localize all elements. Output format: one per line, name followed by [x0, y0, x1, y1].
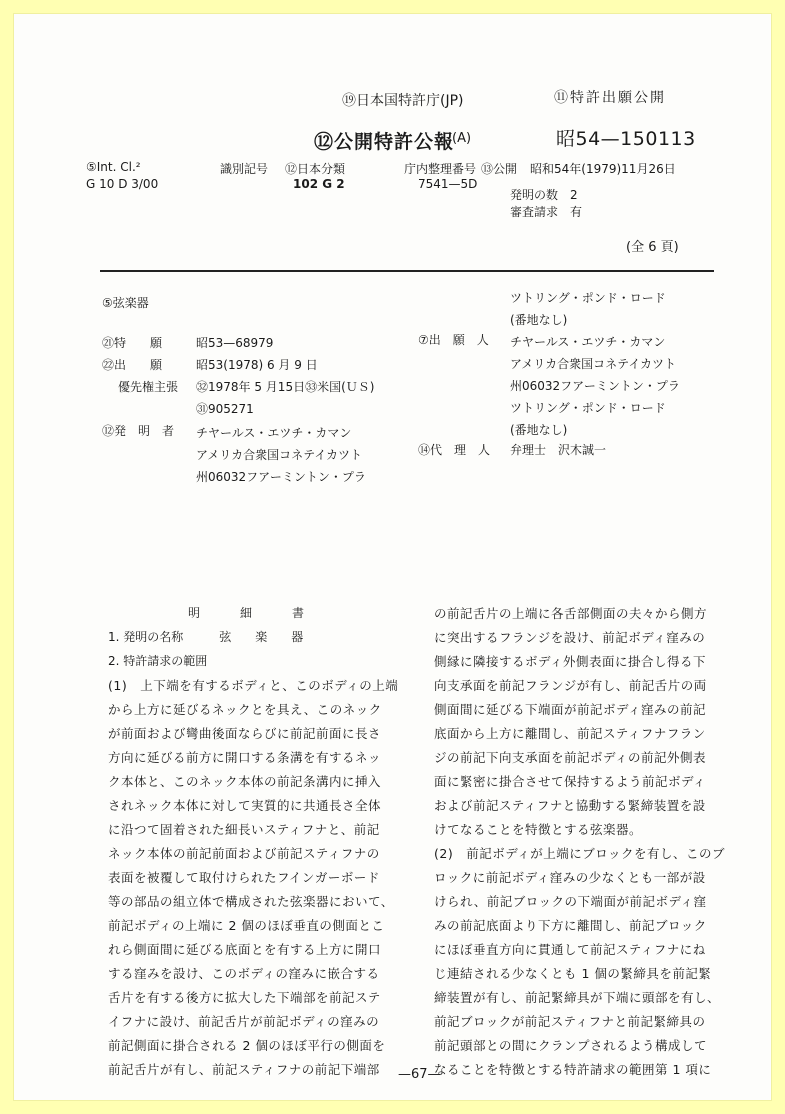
applicant-line: チヤールス・エツチ・カマン — [510, 335, 666, 349]
header-rule — [100, 270, 714, 272]
gazette-type: (A) — [452, 131, 472, 146]
applicant-line: 州06032フアーミントン・プラ — [510, 379, 680, 393]
jp-class-label: ⑫日本分類 — [285, 162, 346, 176]
claim-line: に沿つて固着された細長いスティフナと、前記 — [108, 822, 380, 837]
spec-item-title: 1. 発明の名称 弦 楽 器 — [108, 630, 304, 644]
app-number-label: ㉑特 願 — [102, 336, 163, 350]
filing-label: ㉒出 願 — [102, 358, 163, 372]
claim-line: けられ、前記ブロックの下端面が前記ボディ窪 — [434, 894, 707, 909]
total-pages: (全 6 頁) — [626, 240, 679, 255]
office-ref-label: 庁内整理番号 — [404, 162, 477, 176]
applicant-line: (番地なし) — [510, 423, 568, 437]
agent-label: ⑭代 理 人 — [418, 443, 491, 457]
applicant-block — [510, 331, 680, 441]
claim-line: 表面を被覆して取付けられたフインガーボード — [108, 870, 380, 885]
claim-line: れら側面間に延びる底面とを有する上方に開口 — [108, 942, 382, 957]
spec-item-claims: 2. 特許請求の範囲 — [108, 654, 208, 668]
claim-line: ロックに前記ボディ窪みの少なくとも一部が設 — [434, 870, 706, 885]
pub-date-value: 昭和54年(1979)11月26日 — [530, 162, 676, 176]
priority-value: ㉜1978年 5 月15日㉝米国(ＵＳ) — [196, 380, 375, 394]
claim-line: 面に緊密に掛合させて保持するよう前記ボディ — [434, 774, 707, 789]
spec-heading: 明 細 書 — [188, 606, 306, 620]
claim-line: 向支承面を前記フランジが有し、前記舌片の両 — [434, 678, 707, 693]
claim-line: が前面および彎曲後面ならびに前記前面に長さ — [108, 726, 382, 741]
claim-line: の前記舌片の上端に各舌部側面の夫々から側方 — [434, 606, 708, 621]
intcl-value: G 10 D 3/00 — [86, 177, 159, 191]
gazette-title: ⑫公開特許公報 — [314, 131, 455, 153]
invention-title: ⑤弦楽器 — [102, 296, 149, 310]
claim-line: から上方に延びるネックとを具え、このネック — [108, 702, 382, 717]
claim-line: 前記舌片が有し、前記スティフナの前記下端部 — [108, 1062, 380, 1077]
page-number: —67— — [398, 1067, 441, 1082]
jp-class-value: 102 G 2 — [293, 177, 345, 191]
claims-column-right — [434, 602, 725, 1082]
agent-value: 弁理士 沢木誠一 — [510, 443, 607, 457]
claim-line: ネック本体の前記前面および前記スティフナの — [108, 846, 380, 861]
applicant-line: ツトリング・ポンド・ロード — [510, 401, 666, 415]
num-inventions: 発明の数 2 — [510, 188, 578, 202]
claim-line: 前記ブロックが前記スティフナと前記緊締具の — [434, 1014, 706, 1029]
priority-number: ㉛905271 — [196, 402, 254, 416]
patent-page — [14, 14, 771, 1100]
claim-line: 側面間に延びる下端面が前記ボディ窪みの前記 — [434, 702, 707, 717]
claim-line: 締装置が有し、前記緊締具が下端に頭部を有し、 — [434, 990, 721, 1005]
claim-line: する窪みを設け、このボディの窪みに嵌合する — [108, 966, 380, 981]
claim-line: 側縁に隣接するボディ外側表面に掛合し得る下 — [434, 654, 707, 669]
office-ref-value: 7541—5D — [418, 177, 478, 191]
claim-line: 舌片を有する後方に拡大した下端部を前記ステ — [108, 990, 381, 1005]
priority-label: 優先権主張 — [118, 380, 179, 394]
claim-line: 前記ボディの上端に 2 個のほぼ垂直の側面とこ — [108, 918, 385, 933]
patent-office-label: ⑲日本国特許庁(JP) — [342, 93, 464, 109]
claim-line: されネック本体に対して実質的に共通長さ全体 — [108, 798, 382, 813]
claim-line: および前記スティフナと協動する緊締装置を設 — [434, 798, 706, 813]
claim-line: ク本体と、このネック本体の前記条溝内に挿入 — [108, 774, 382, 789]
inventor-line: 州06032フアーミントン・プラ — [196, 470, 366, 484]
claim-line: 前記側面に掛合される 2 個のほぼ平行の側面を — [108, 1038, 386, 1053]
filing-value: 昭53(1978) 6 月 9 日 — [196, 358, 318, 372]
claim-line: 等の部品の組立体で構成された弦楽器において、 — [108, 894, 394, 909]
publication-kind-label: ⑪特許出願公開 — [554, 90, 666, 106]
address-line: (番地なし) — [510, 313, 568, 327]
claim-line: にほぼ垂直方向に貫通して前記スティフナにね — [434, 942, 706, 957]
exam-request: 審査請求 有 — [510, 205, 583, 219]
id-code-label: 識別記号 — [220, 162, 269, 176]
address-line: ツトリング・ポンド・ロード — [510, 291, 666, 305]
applicant-line: アメリカ合衆国コネテイカツト — [510, 357, 676, 371]
address-continuation — [510, 287, 666, 331]
claim-line: 方向に延びる前方に開口する条溝を有するネッ — [108, 750, 382, 765]
publication-number: 昭54—150113 — [556, 128, 696, 150]
inventor-label: ⑫発 明 者 — [102, 424, 175, 438]
inventor-block — [196, 422, 366, 488]
claim-line: イフナに設け、前記舌片が前記ボディの窪みの — [108, 1014, 380, 1029]
claim-line: けてなることを特徴とする弦楽器。 — [434, 822, 643, 837]
app-number-value: 昭53—68979 — [196, 336, 274, 350]
inventor-line: アメリカ合衆国コネテイカツト — [196, 448, 362, 462]
applicant-label: ⑦出 願 人 — [418, 333, 489, 347]
claim-line: みの前記底面より下方に離間し、前記ブロック — [434, 918, 707, 933]
intcl-label: ⑤Int. Cl.² — [86, 160, 141, 174]
claim-line: (1) 上下端を有するボディと、このボディの上端 — [108, 678, 399, 693]
claim-line: じ連結される少なくとも 1 個の緊締具を前記緊 — [434, 966, 712, 981]
claims-column-left — [108, 674, 398, 1082]
claim-line: に突出するフランジを設け、前記ボディ窪みの — [434, 630, 706, 645]
claim-line: ジの前記下向支承面を前記ボディの前記外側表 — [434, 750, 707, 765]
inventor-line: チヤールス・エツチ・カマン — [196, 426, 352, 440]
claim-line: (2) 前記ボディが上端にブロックを有し、このブ — [434, 846, 725, 861]
claim-line: 前記頭部との間にクランプされるよう構成して — [434, 1038, 708, 1053]
claim-line: なることを特徴とする特許請求の範囲第 1 項に — [434, 1062, 712, 1077]
pub-date-label: ⑬公開 — [481, 162, 518, 176]
claim-line: 底面から上方に離間し、前記スティフナフラン — [434, 726, 706, 741]
